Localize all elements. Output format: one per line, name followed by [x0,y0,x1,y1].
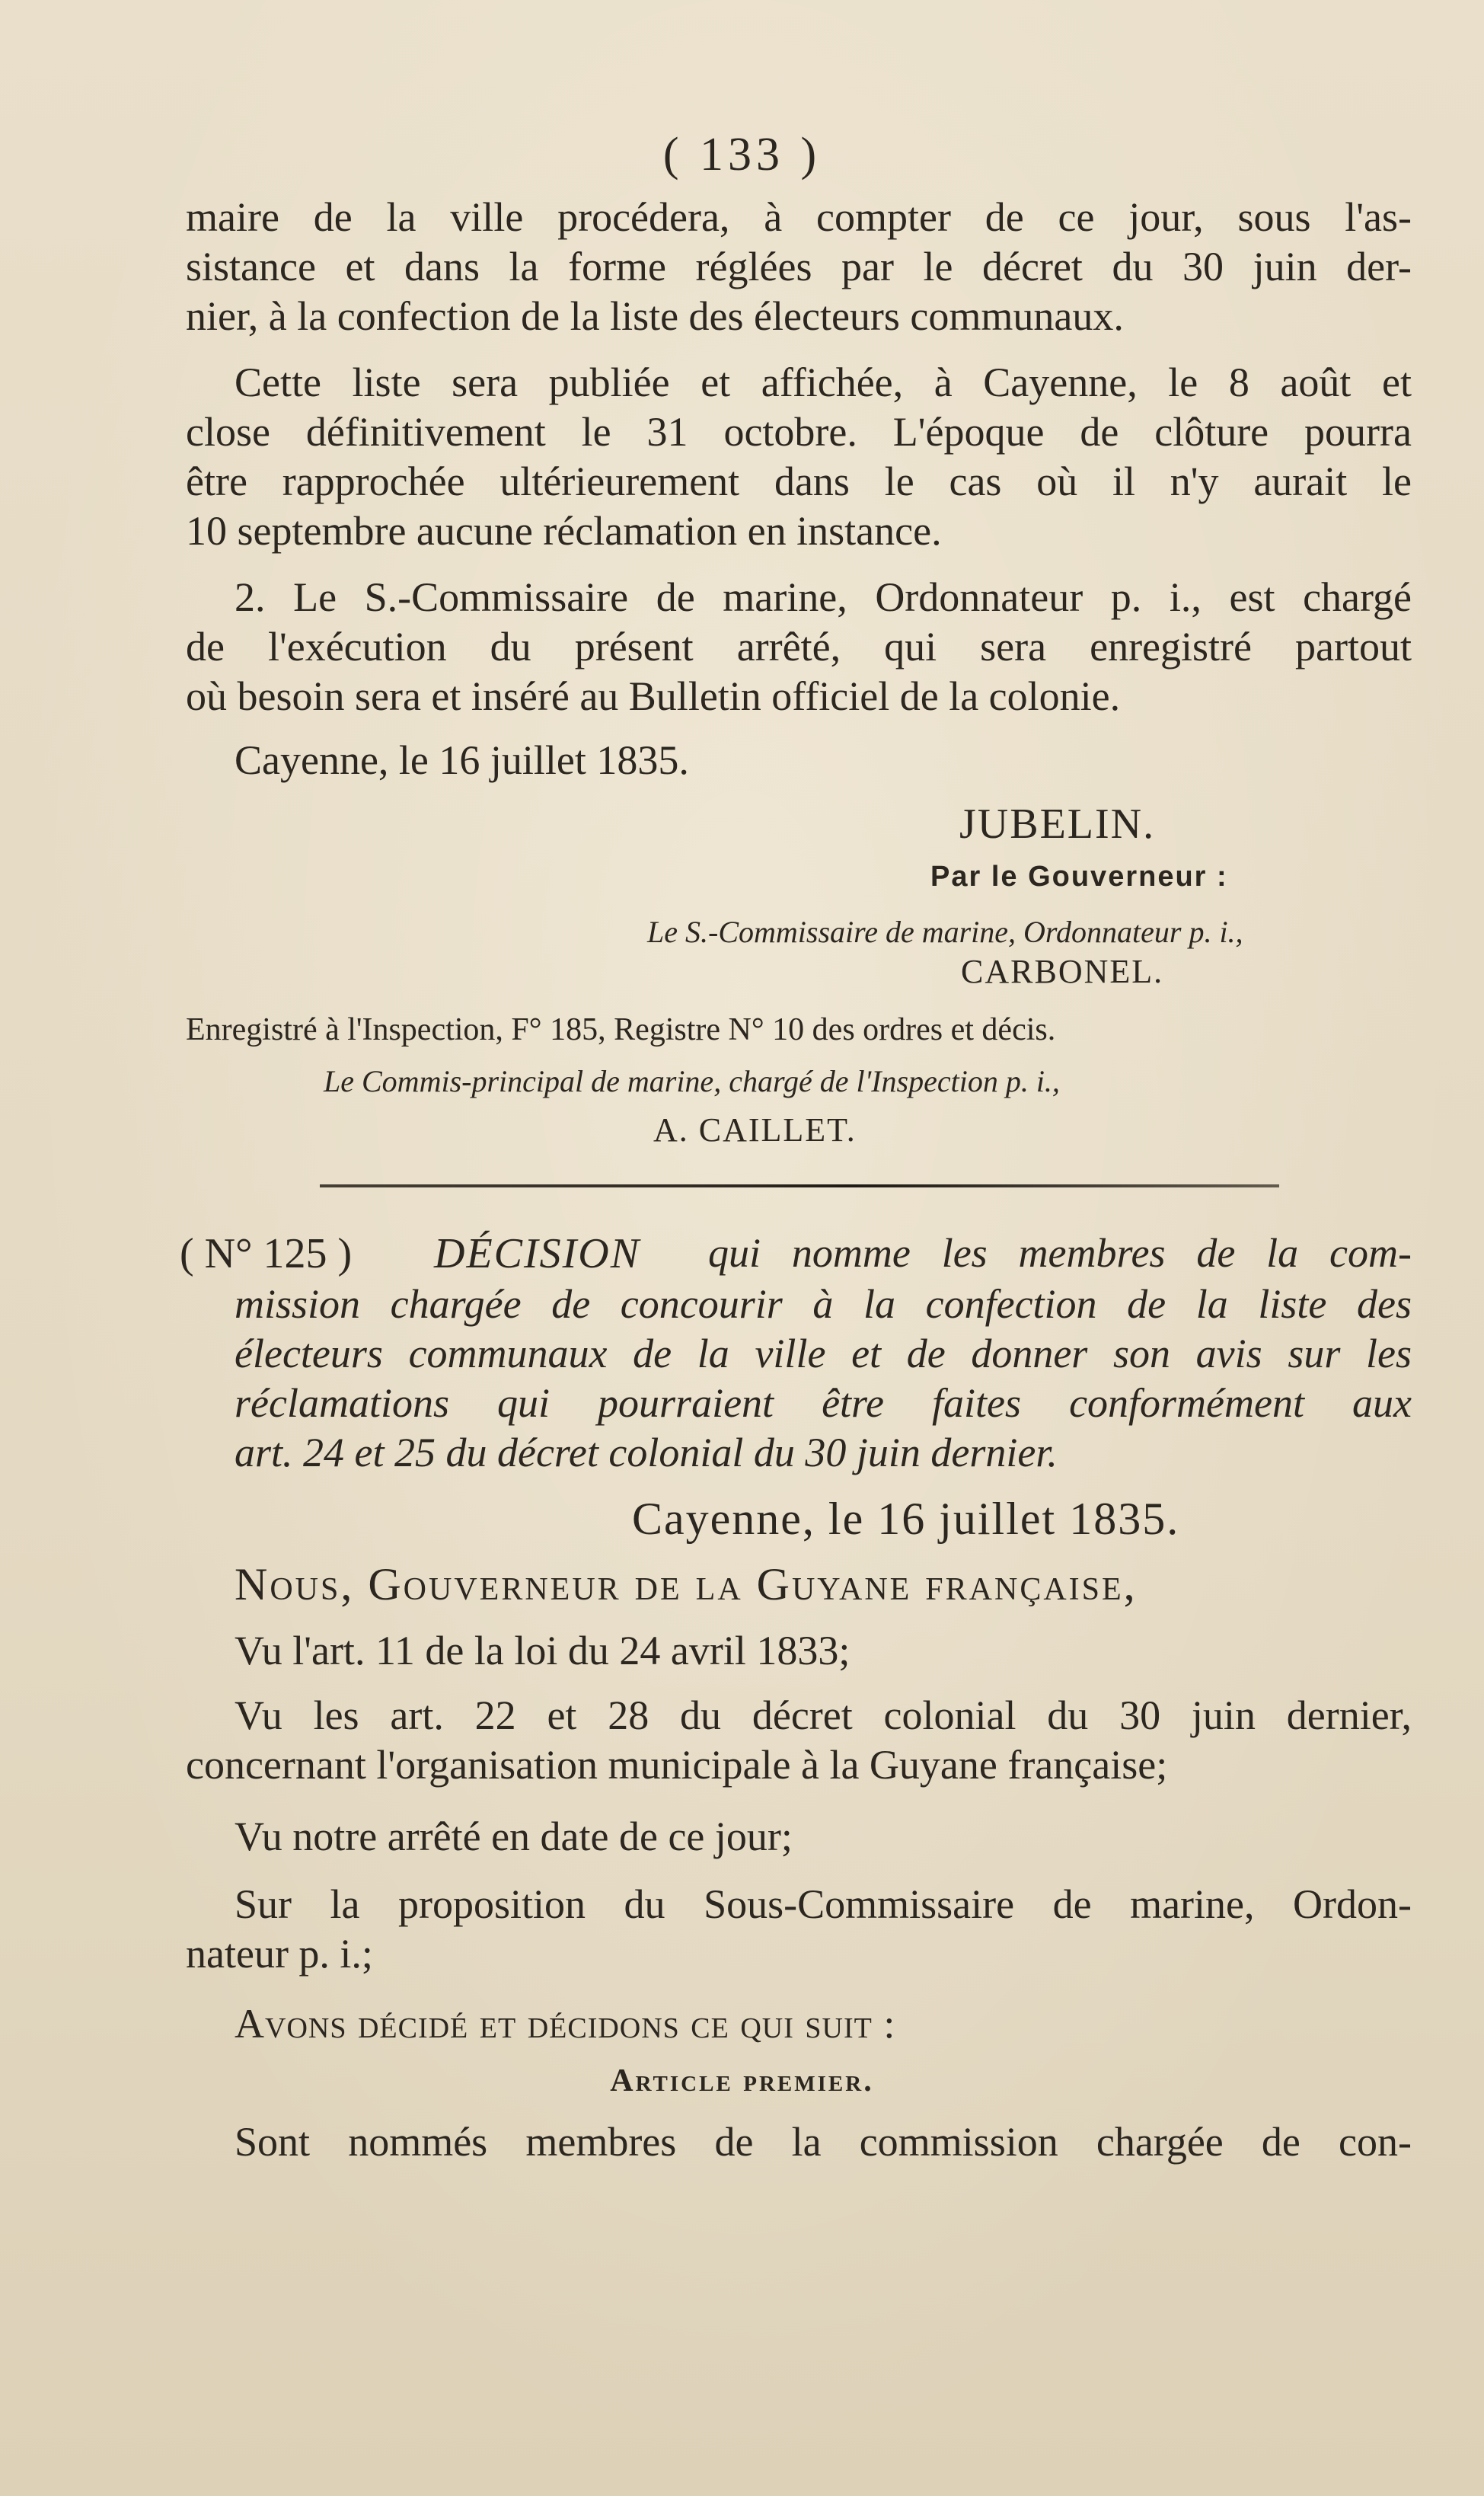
text-line: 2. Le S.-Commissaire de marine, Ordonnateur p. i., est chargé [235,574,1412,620]
text-line: Vu les art. 22 et 28 du décret colonial du 30 juin dernier, [235,1692,1412,1738]
text-line: close définitivement le 31 octobre. L'époque de clôture pourra [186,409,1412,455]
nous-gouverneur: Nous, Gouverneur de la Guyane française, [235,1559,1138,1609]
decision-date: Cayenne, le 16 juillet 1835. [632,1494,1180,1544]
decision-heading: DÉCISION [434,1230,641,1277]
commissaire-title: Le S.-Commissaire de marine, Ordonnateur p. i., [647,915,1243,949]
text-line: sistance et dans la forme réglées par le décret du 30 juin der- [186,244,1412,289]
text-line: de l'exécution du présent arrêté, qui sera enregistré partout [186,624,1412,670]
date-line: Cayenne, le 16 juillet 1835. [235,737,689,783]
text-line: Cette liste sera publiée et affichée, à Cayenne, le 8 août et [235,360,1412,405]
vu-line: Vu notre arrêté en date de ce jour; [235,1814,793,1859]
text-line: nier, à la confection de la liste des électeurs communaux. [186,293,1124,339]
decision-number: ( N° 125 ) [180,1230,353,1277]
article-premier-heading: Article premier. [610,2063,874,2098]
text-line: maire de la ville procédera, à compter de ce jour, sous l'as- [186,194,1412,240]
governor-signature: JUBELIN. [959,801,1156,848]
text-line: Sont nommés membres de la commission chargée de con- [235,2119,1412,2165]
by-governor-label: Par le Gouverneur : [930,861,1228,893]
text-line: Sur la proposition du Sous-Commissaire de marine, Ordon- [235,1881,1412,1927]
section-divider [320,1184,1279,1187]
decision-summary-line: électeurs communaux de la ville et de donner son avis sur les [235,1331,1412,1376]
inspection-name: A. CAILLET. [653,1111,857,1149]
decision-summary-line: art. 24 et 25 du décret colonial du 30 juin dernier. [235,1430,1058,1475]
decision-summary-line: qui nomme les membres de la com- [708,1230,1412,1276]
page-number: ( 133 ) [662,129,822,181]
text-line: être rapprochée ultérieurement dans le cas où il n'y aurait le [186,459,1412,504]
vu-line: Vu l'art. 11 de la loi du 24 avril 1833; [235,1628,851,1673]
text-line: où besoin sera et inséré au Bulletin officiel de la colonie. [186,673,1121,719]
registration-line: Enregistré à l'Inspection, F° 185, Registre N° 10 des ordres et décis. [186,1012,1056,1047]
text-line: nateur p. i.; [186,1931,373,1977]
decision-summary-line: réclamations qui pourraient être faites conformément aux [235,1380,1412,1426]
text-line: concernant l'organisation municipale à la Guyane française; [186,1742,1168,1788]
text-line: 10 septembre aucune réclamation en instance. [186,508,942,554]
inspection-title: Le Commis-principal de marine, chargé de l'Inspection p. i., [324,1064,1060,1098]
decision-summary-line: mission chargée de concourir à la confection de la liste des [235,1281,1412,1327]
commissaire-name: CARBONEL. [961,953,1164,990]
avons-decide-line: Avons décidé et décidons ce qui suit : [235,2001,896,2047]
